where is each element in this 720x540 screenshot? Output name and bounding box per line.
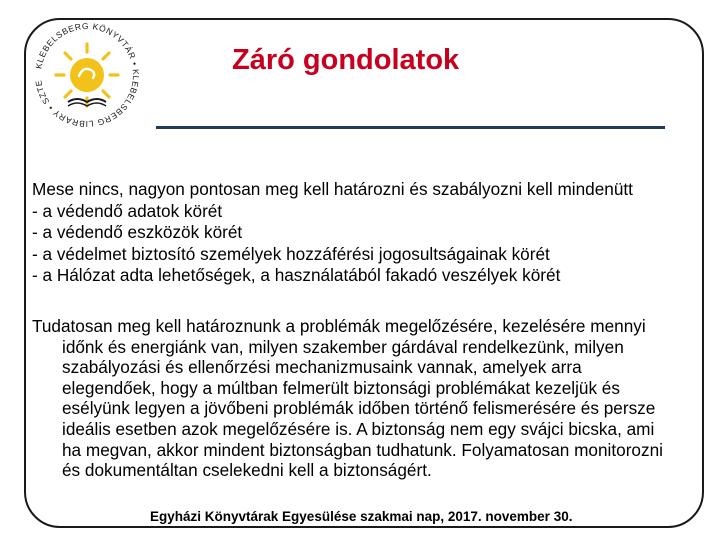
paragraph-line: ideális esetben azok megelőzésére is. A biztonság nem egy svájci bicska, ami [62, 418, 655, 439]
requirement-item: - a védendő eszközök körét [32, 222, 243, 243]
paragraph-line: esélyünk legyen a jövőbeni problémák időben történő felismerésére és persze [62, 398, 656, 419]
paragraph-line: Tudatosan meg kell határoznunk a problémák megelőzésére, kezelésére mennyi [32, 316, 646, 336]
requirement-item: - a védendő adatok körét [32, 200, 223, 221]
klebelsberg-library-logo [28, 16, 146, 134]
conclusion-paragraph [32, 316, 697, 481]
slide-title: Záró gondolatok [232, 44, 460, 76]
requirements-intro: Mese nincs, nagyon pontosan meg kell határozni és szabályozni kell mindenütt [32, 179, 633, 199]
requirement-item: - a védelmet biztosító személyek hozzáférési jogosultságainak körét [32, 243, 550, 264]
paragraph-line: ha megvan, akkor mindent biztonságban tudhatunk. Folyamatosan monitorozni [62, 439, 663, 460]
logo-ring-text: KLEBELSBERG KÖNYVTÁR • KLEBELSBERG LIBRARY • SZTE [33, 20, 142, 130]
requirements-list [32, 179, 702, 287]
requirement-item: - a Hálózat adta lehetőségek, a használatából fakadó veszélyek körét [32, 265, 561, 286]
sun-icon [56, 44, 118, 106]
paragraph-line: elegendőek, hogy a múltban felmerült biztonsági problémákat kezeljük és [62, 377, 620, 398]
paragraph-line: időnk és energiánk van, milyen szakember gárdával rendelkezünk, milyen [62, 336, 624, 357]
library-logo-icon [28, 16, 146, 134]
slide-footer: Egyházi Könyvtárak Egyesülése szakmai nap, 2017. november 30. [150, 509, 573, 524]
paragraph-line: szabályozási és ellenőrzési mechanizmusaink vannak, amelyek arra [62, 357, 582, 378]
title-divider [156, 126, 665, 129]
paragraph-line: és dokumentáltan cselekedni kell a biztonságért. [62, 460, 432, 481]
